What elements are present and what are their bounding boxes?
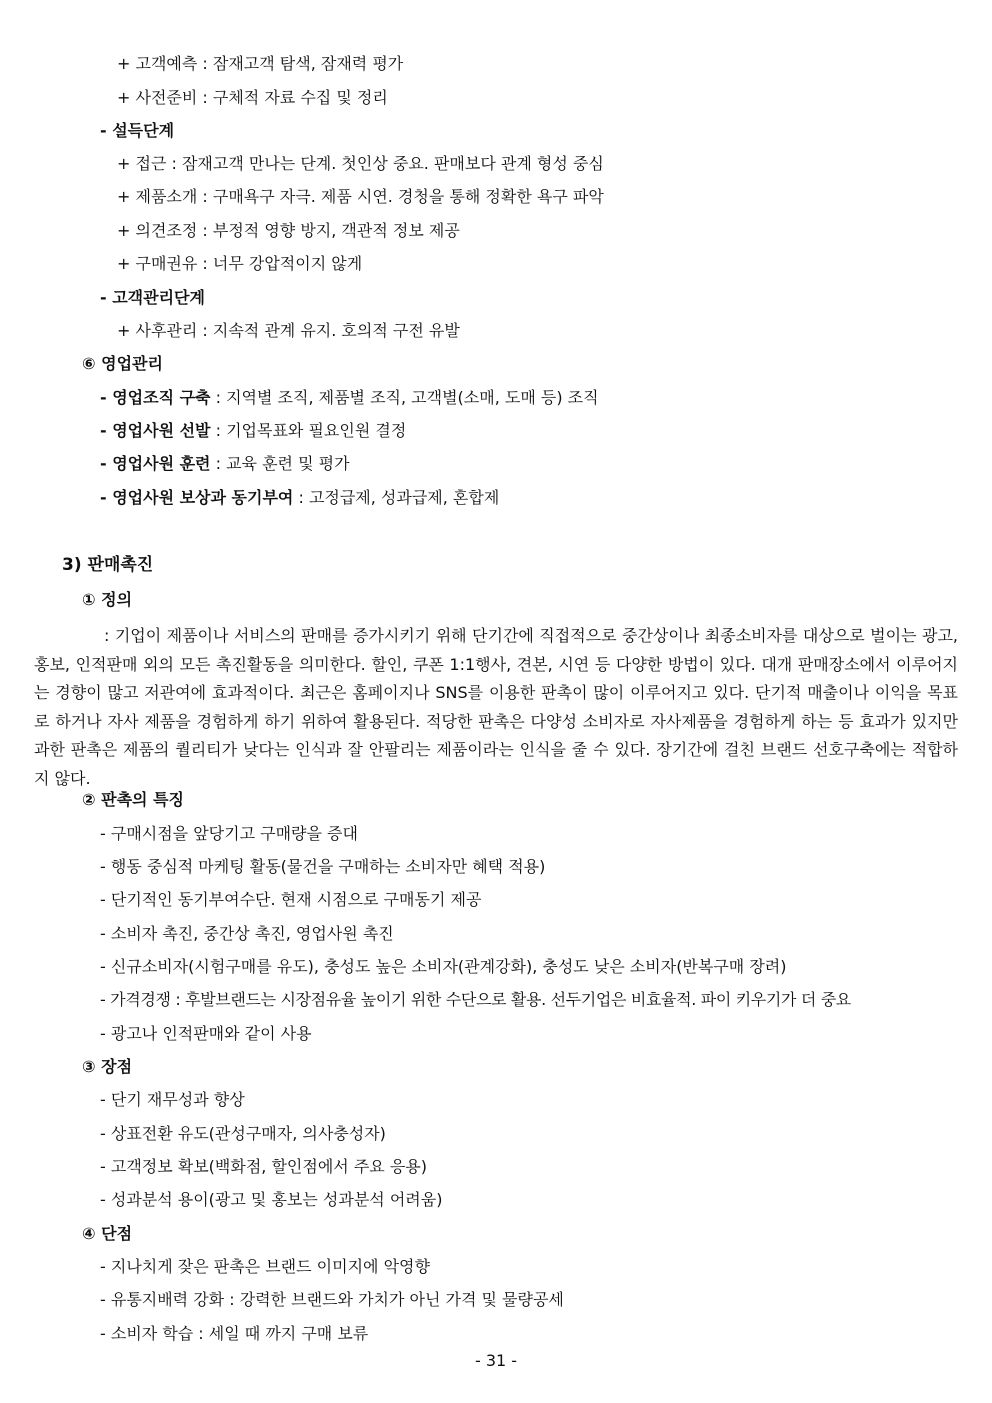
desc: : 기업목표와 필요인원 결정 [210,421,407,440]
list-item [100,387,599,409]
heading-features: ② 판촉의 특징 [82,790,184,809]
term: - 영업조직 구축 [100,388,211,407]
list-item: + 의견조정 : 부정적 영향 방지, 객관적 정보 제공 [117,221,460,240]
subheading-customer-management: - 고객관리단계 [100,288,205,307]
list-item: + 제품소개 : 구매욕구 자극. 제품 시연. 경청을 통해 정확한 욕구 파악 [117,187,604,206]
list-item: - 소비자 학습 : 세일 때 까지 구매 보류 [100,1324,369,1343]
desc: : 지역별 조직, 제품별 조직, 고객별(소매, 도매 등) 조직 [210,388,599,407]
list-item [100,453,350,475]
heading-pros: ③ 장점 [82,1057,133,1076]
list-item: - 단기적인 동기부여수단. 현재 시점으로 구매동기 제공 [100,890,482,909]
list-item: + 접근 : 잠재고객 만나는 단계. 첫인상 중요. 판매보다 관계 형성 중심 [117,154,604,173]
list-item: + 구매권유 : 너무 강압적이지 않게 [117,254,363,273]
list-item: - 성과분석 용이(광고 및 홍보는 성과분석 어려움) [100,1190,443,1209]
list-item: - 소비자 촉진, 중간상 촉진, 영업사원 촉진 [100,924,394,943]
heading-cons: ④ 단점 [82,1224,133,1243]
list-item: - 단기 재무성과 향상 [100,1090,245,1109]
term: - 영업사원 훈련 [100,454,211,473]
subheading-persuasion: - 설득단계 [100,121,175,140]
list-item: - 광고나 인적판매와 같이 사용 [100,1024,312,1043]
list-item: - 신규소비자(시험구매를 유도), 충성도 높은 소비자(관계강화), 충성도 낮은 소비자(반복구매 장려) [100,957,787,976]
list-item [100,420,406,442]
list-item: + 고객예측 : 잠재고객 탐색, 잠재력 평가 [117,54,404,73]
definition-paragraph [34,622,958,793]
list-item: - 행동 중심적 마케팅 활동(물건을 구매하는 소비자만 혜택 적용) [100,857,546,876]
definition-text: : 기업이 제품이나 서비스의 판매를 증가시키기 위해 단기간에 직접적으로 중간상이나 최종소비자를 대상으로 벌이는 광고, 홍보, 인적판매 외의 모든 촉진활동을 의미한다. 할인, 쿠폰 1:1행사, 견본, 시연 등 다양한 방법이 있다. 대개 판매장소에서 이루어지는 경향이 많고 저관여에 효과적이다. 최근은 홈페이지나 SNS를 이용한 판촉이 많이 이루어지고 있다. 단기적 매출이나 이익을 목표로 하거나 자사 제품을 경험하게 하기 위하여 활용된다. 적당한 판촉은 다양성 소비자로 자사제품을 경험하게 하는 등 효과가 있지만 과한 판촉은 제품의 퀄리티가 낮다는 인식과 잘 안팔리는 제품이라는 인식을 줄 수 있다. 장기간에 걸친 브랜드 선호구축에는 적합하지 않다. [34,626,958,788]
list-item: - 가격경쟁 : 후발브랜드는 시장점유율 높이기 위한 수단으로 활용. 선두기업은 비효율적. 파이 키우기가 더 중요 [100,990,851,1009]
list-item: - 고객정보 확보(백화점, 할인점에서 주요 응용) [100,1157,427,1176]
list-item: + 사전준비 : 구체적 자료 수집 및 정리 [117,88,388,107]
desc: : 교육 훈련 및 평가 [210,454,350,473]
term: - 영업사원 보상과 동기부여 [100,488,294,507]
page-number: - 31 - [474,1351,518,1370]
list-item: - 유통지배력 강화 : 강력한 브랜드와 가치가 아닌 가격 및 물량공세 [100,1290,564,1309]
list-item [100,487,499,509]
list-item: - 구매시점을 앞당기고 구매량을 증대 [100,824,358,843]
list-item: - 지나치게 잦은 판촉은 브랜드 이미지에 악영향 [100,1257,430,1276]
desc: : 고정급제, 성과급제, 혼합제 [293,488,500,507]
section-title: 3) 판매촉진 [62,555,154,575]
list-item: + 사후관리 : 지속적 관계 유지. 호의적 구전 유발 [117,321,460,340]
heading-definition: ① 정의 [82,590,133,609]
heading-sales-management: ⑥ 영업관리 [82,354,163,373]
list-item: - 상표전환 유도(관성구매자, 의사충성자) [100,1124,386,1143]
term: - 영업사원 선발 [100,421,211,440]
